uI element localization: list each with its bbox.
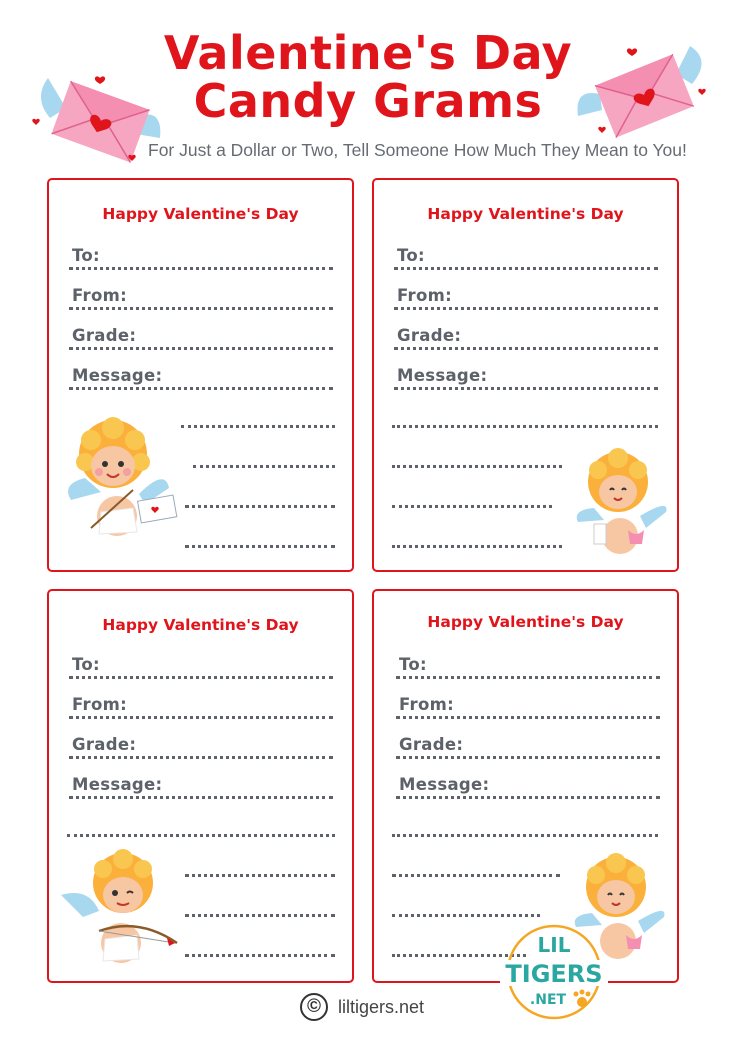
card-heading: Happy Valentine's Day bbox=[102, 205, 299, 223]
from-label: From: bbox=[72, 695, 127, 714]
to-label: To: bbox=[397, 246, 425, 265]
card-heading: Happy Valentine's Day bbox=[427, 205, 624, 223]
message-line[interactable] bbox=[185, 505, 335, 508]
message-line[interactable] bbox=[185, 874, 335, 877]
copyright-icon: © bbox=[300, 993, 328, 1021]
cupid-icon bbox=[61, 408, 191, 548]
page-subtitle: For Just a Dollar or Two, Tell Someone How Much They Mean to You! bbox=[148, 140, 687, 160]
footer bbox=[300, 992, 424, 1022]
candy-gram-card-2 bbox=[372, 178, 679, 572]
message-line[interactable] bbox=[185, 954, 335, 957]
message-field[interactable] bbox=[396, 775, 660, 799]
message-line[interactable] bbox=[392, 834, 658, 837]
logo-text-lil: LIL bbox=[537, 933, 571, 957]
grade-label: Grade: bbox=[399, 735, 464, 754]
to-field[interactable] bbox=[69, 655, 333, 679]
cupid-icon bbox=[574, 446, 674, 566]
grade-field[interactable] bbox=[396, 735, 660, 759]
message-line[interactable] bbox=[392, 505, 552, 508]
message-line[interactable] bbox=[392, 545, 562, 548]
message-field[interactable] bbox=[394, 366, 658, 390]
to-field[interactable] bbox=[396, 655, 660, 679]
from-label: From: bbox=[397, 286, 452, 305]
message-line[interactable] bbox=[181, 425, 335, 428]
page-title-line2: Candy Grams bbox=[193, 74, 543, 128]
page-title-line1: Valentine's Day bbox=[163, 26, 573, 80]
message-line[interactable] bbox=[185, 914, 335, 917]
candy-gram-card-1 bbox=[47, 178, 354, 572]
to-label: To: bbox=[399, 655, 427, 674]
message-label: Message: bbox=[72, 366, 163, 385]
message-line[interactable] bbox=[392, 425, 658, 428]
from-field[interactable] bbox=[69, 695, 333, 719]
from-label: From: bbox=[399, 695, 454, 714]
to-field[interactable] bbox=[394, 246, 658, 270]
card-heading: Happy Valentine's Day bbox=[102, 616, 299, 634]
message-label: Message: bbox=[72, 775, 163, 794]
message-line[interactable] bbox=[392, 914, 540, 917]
from-field[interactable] bbox=[396, 695, 660, 719]
grade-label: Grade: bbox=[72, 735, 137, 754]
message-line[interactable] bbox=[185, 545, 335, 548]
from-field[interactable] bbox=[394, 286, 658, 310]
message-label: Message: bbox=[397, 366, 488, 385]
message-field[interactable] bbox=[69, 775, 333, 799]
card-heading: Happy Valentine's Day bbox=[427, 613, 624, 631]
footer-site-link[interactable]: liltigers.net bbox=[338, 996, 425, 1017]
grade-field[interactable] bbox=[69, 735, 333, 759]
grade-field[interactable] bbox=[69, 326, 333, 350]
grade-field[interactable] bbox=[394, 326, 658, 350]
message-field[interactable] bbox=[69, 366, 333, 390]
to-field[interactable] bbox=[69, 246, 333, 270]
message-label: Message: bbox=[399, 775, 490, 794]
grade-label: Grade: bbox=[397, 326, 462, 345]
to-label: To: bbox=[72, 655, 100, 674]
logo-text-net: .NET bbox=[529, 992, 567, 1008]
message-line[interactable] bbox=[193, 465, 335, 468]
message-line[interactable] bbox=[392, 874, 560, 877]
from-field[interactable] bbox=[69, 286, 333, 310]
message-line[interactable] bbox=[392, 465, 562, 468]
from-label: From: bbox=[72, 286, 127, 305]
to-label: To: bbox=[72, 246, 100, 265]
grade-label: Grade: bbox=[72, 326, 137, 345]
logo-text-tigers: TIGERS bbox=[505, 960, 603, 988]
liltigers-logo bbox=[498, 922, 610, 1022]
message-line[interactable] bbox=[67, 834, 335, 837]
cupid-icon bbox=[59, 847, 189, 977]
candy-gram-card-3 bbox=[47, 589, 354, 983]
